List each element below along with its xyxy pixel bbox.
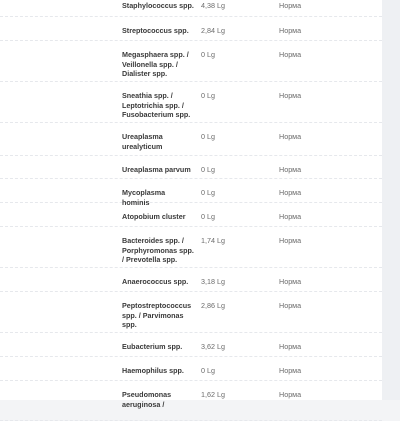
microorganism-name: Ureaplasma urealyticum (122, 132, 163, 151)
result-value: 1,74 Lg (201, 236, 225, 245)
result-value: 0 Lg (201, 165, 215, 174)
table-row (0, 0, 382, 17)
microorganism-name: Atopobium cluster (122, 212, 186, 221)
result-value: 0 Lg (201, 132, 215, 141)
microorganism-name: Staphylococcus spp. (122, 1, 194, 10)
table-row (0, 123, 382, 156)
table-row (0, 179, 382, 207)
table-row (0, 41, 382, 82)
result-value: 0 Lg (201, 50, 215, 59)
result-value: 0 Lg (201, 212, 215, 221)
result-value: 4,38 Lg (201, 1, 225, 10)
microorganism-name: Sneathia spp. / Leptotrichia spp. / Fusobacterium spp. (122, 91, 191, 119)
status-text: Норма (279, 390, 302, 399)
table-row (0, 333, 382, 357)
microorganism-name: Ureaplasma parvum (122, 165, 191, 174)
microorganism-name: Pseudomonas aeruginosa / (122, 390, 172, 409)
microorganism-name: Bacteroides spp. / Porphyromonas spp. / Prevotella spp. (122, 236, 194, 264)
microorganism-name: Eubacterium spp. (122, 342, 183, 351)
microorganism-name: Streptococcus spp. (122, 26, 189, 35)
result-value: 2,84 Lg (201, 26, 225, 35)
table-row (0, 381, 382, 421)
table-row (0, 203, 382, 227)
status-text: Норма (279, 91, 302, 100)
status-text: Норма (279, 366, 302, 375)
scrollbar[interactable] (382, 0, 400, 400)
table-row (0, 268, 382, 292)
microorganism-name: Peptostreptococcus spp. / Parvimonas spp. (122, 301, 192, 329)
result-value: 0 Lg (201, 366, 215, 375)
result-value: 0 Lg (201, 91, 215, 100)
table-row (0, 82, 382, 123)
status-text: Норма (279, 236, 302, 245)
result-value: 3,62 Lg (201, 342, 225, 351)
result-value: 0 Lg (201, 188, 215, 197)
status-text: Норма (279, 1, 302, 10)
status-text: Норма (279, 188, 302, 197)
result-value: 3,18 Lg (201, 277, 225, 286)
microorganism-name: Mycoplasma hominis (122, 188, 166, 207)
table-row (0, 17, 382, 41)
status-text: Норма (279, 301, 302, 310)
table-row (0, 227, 382, 268)
microorganism-name: Haemophilus spp. (122, 366, 184, 375)
status-text: Норма (279, 165, 302, 174)
status-text: Норма (279, 277, 302, 286)
result-value: 1,62 Lg (201, 390, 225, 399)
table-row (0, 357, 382, 381)
status-text: Норма (279, 50, 302, 59)
status-text: Норма (279, 212, 302, 221)
microorganism-name: Anaerococcus spp. (122, 277, 189, 286)
status-text: Норма (279, 132, 302, 141)
status-text: Норма (279, 342, 302, 351)
status-text: Норма (279, 26, 302, 35)
result-value: 2,86 Lg (201, 301, 225, 310)
table-row (0, 292, 382, 333)
table-row (0, 156, 382, 179)
microorganism-name: Megasphaera spp. / Veillonella spp. / Dialister spp. (122, 50, 189, 78)
